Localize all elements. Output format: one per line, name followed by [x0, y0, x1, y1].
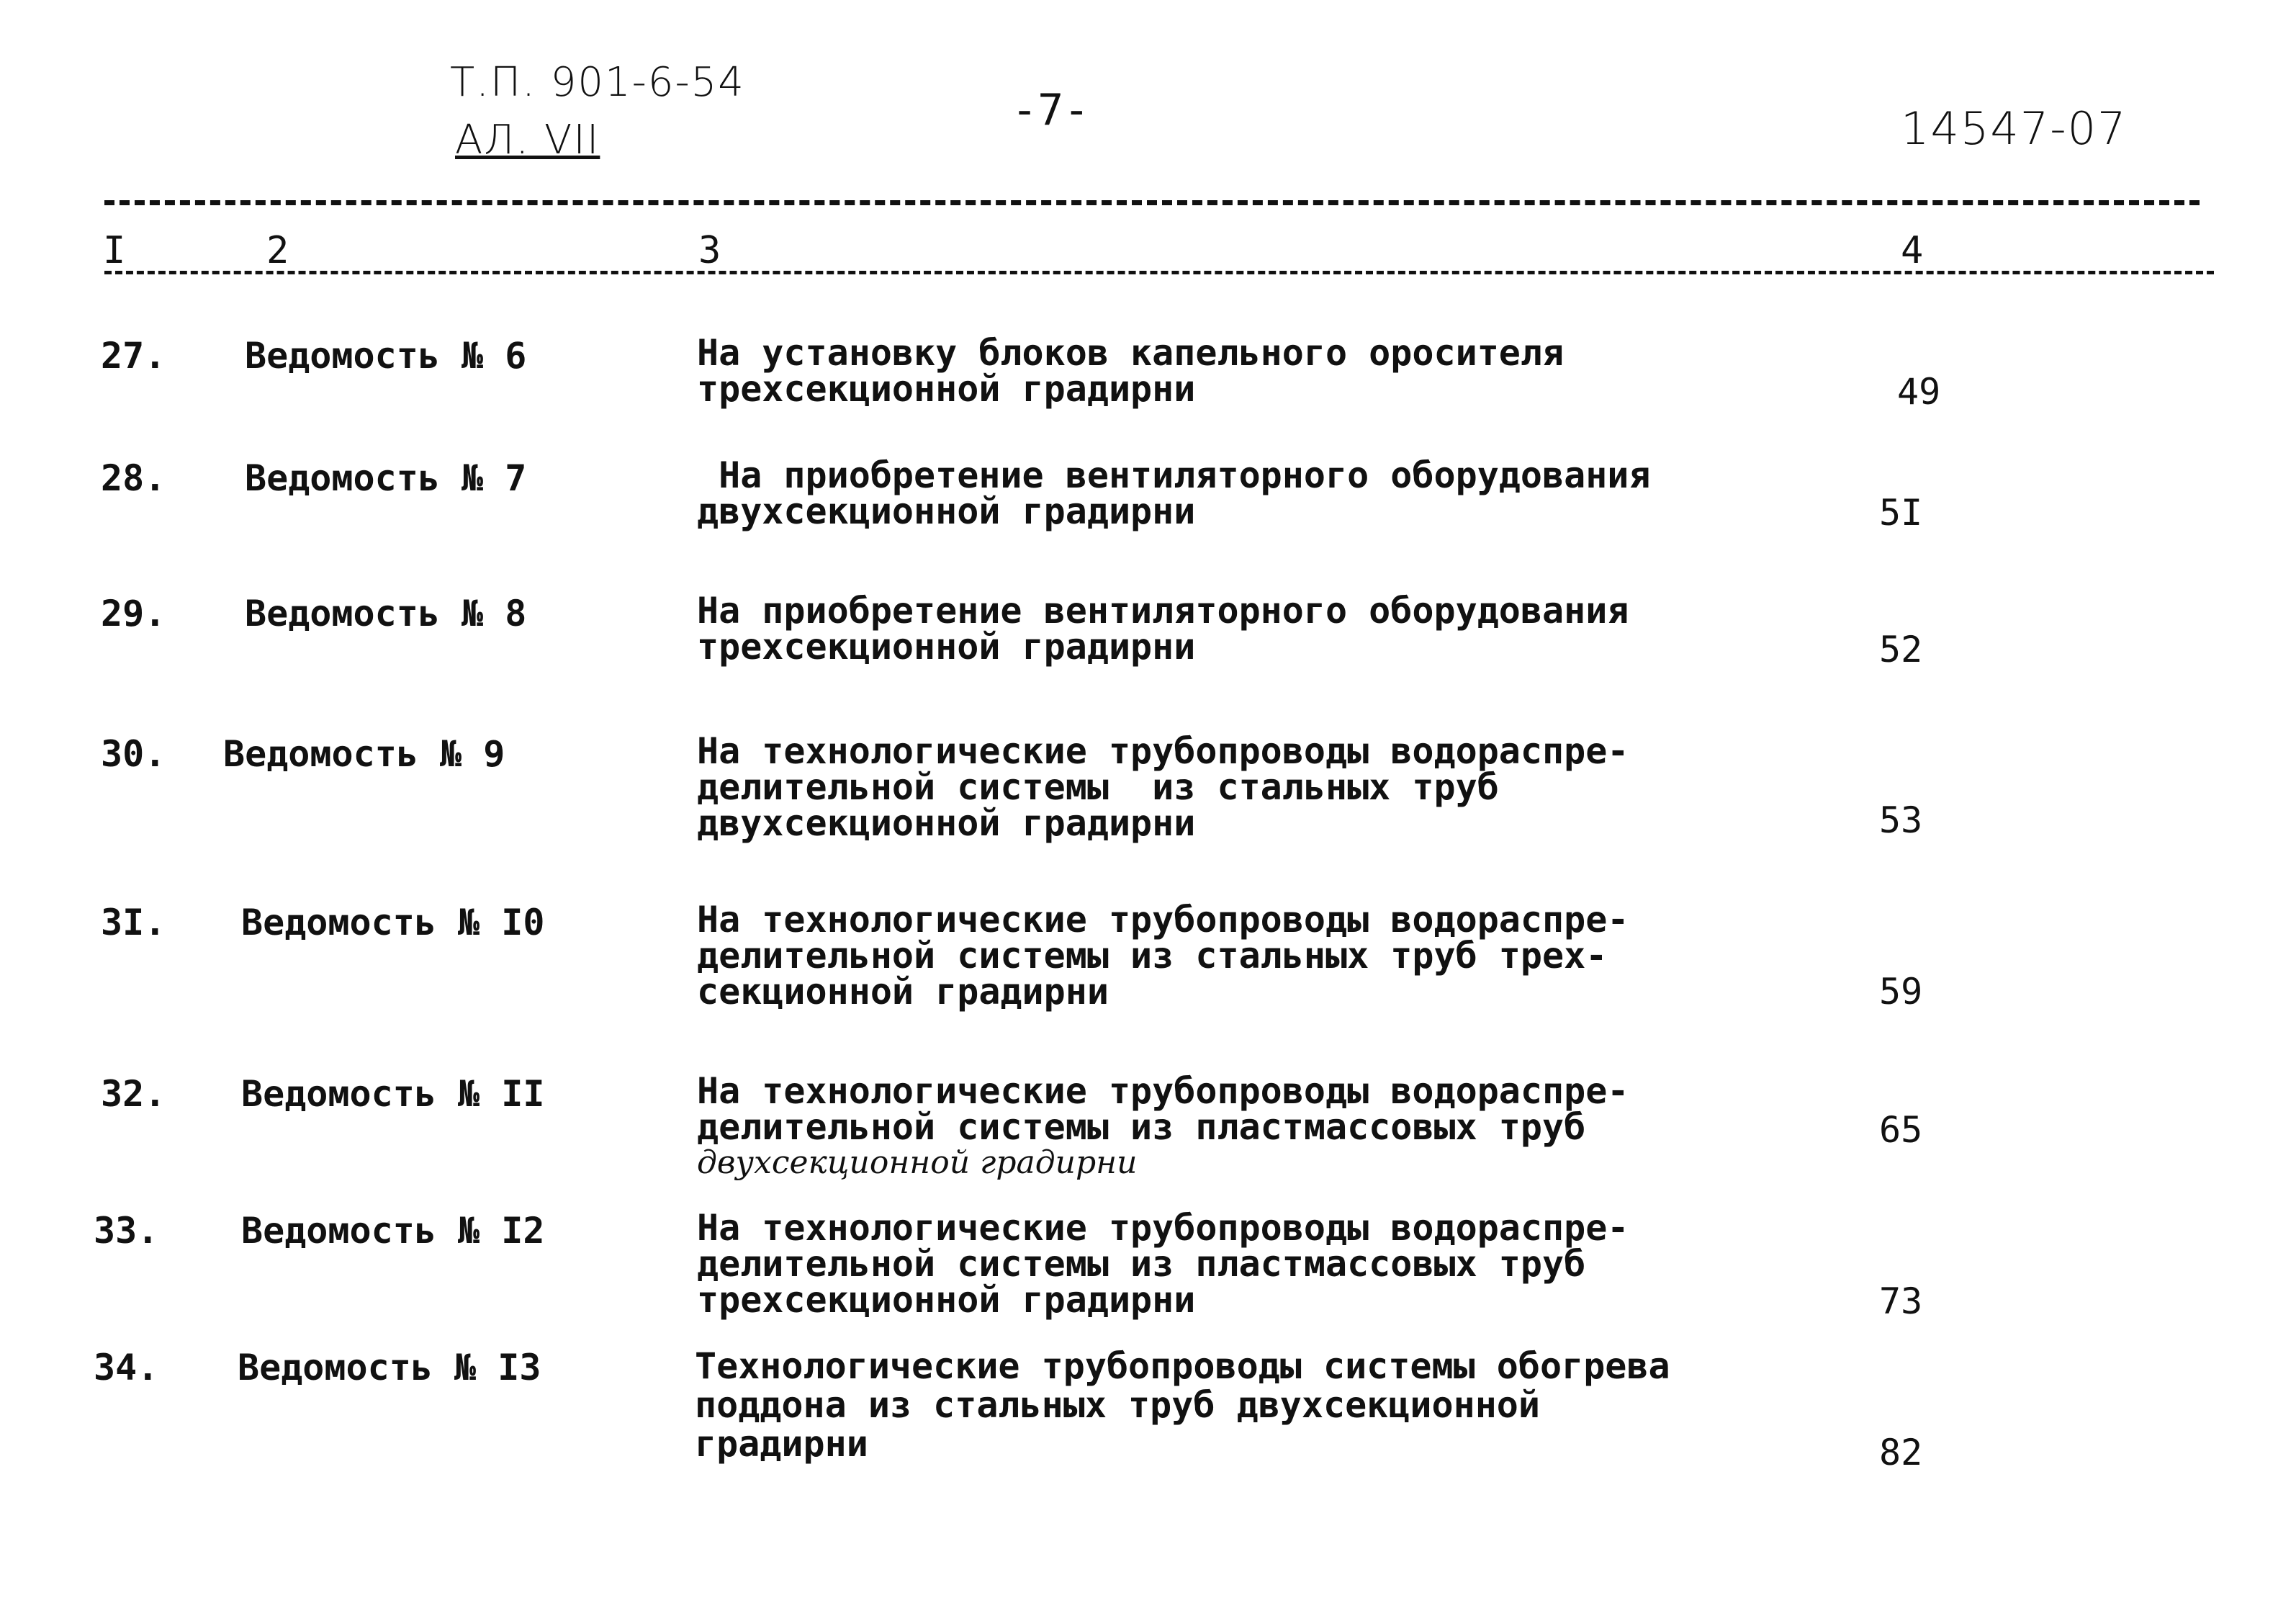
column-header-divider: [104, 271, 2214, 274]
statement-title: Ведомость № II: [241, 1073, 545, 1115]
statement-description: На технологические трубопроводы водораспре- делительной системы из пластмассовых труб трехсекционной градирни: [697, 1207, 1629, 1321]
statement-title: Ведомость № I2: [241, 1210, 545, 1252]
statement-description: На технологические трубопроводы водораспре- делительной системы из стальных труб трех- секционной градирни: [697, 899, 1629, 1013]
page-reference: 5I: [1879, 492, 1923, 534]
row-number: 28.: [101, 457, 166, 499]
statement-description: Технологические трубопроводы системы обогрева поддона из стальных труб двухсекционной градирни: [695, 1345, 1670, 1465]
page-reference: 53: [1879, 799, 1923, 841]
statement-description: На приобретение вентиляторного оборудования трехсекционной градирни: [697, 590, 1629, 668]
column-header-2: 2: [266, 229, 289, 272]
row-number: 32.: [101, 1073, 166, 1115]
row-number: 30.: [101, 733, 166, 775]
page-reference: 49: [1897, 371, 1941, 413]
project-code: Т.П. 901-6-54: [450, 59, 745, 106]
document-number: 14547-07: [1901, 102, 2128, 155]
statement-description: На установку блоков капельного оросителя трехсекционной градирни: [697, 332, 1565, 410]
page-reference: 59: [1879, 971, 1923, 1013]
statement-title: Ведомость № 9: [223, 733, 505, 775]
row-number: 29.: [101, 593, 166, 634]
page-reference: 73: [1879, 1280, 1923, 1322]
statement-title: Ведомость № 7: [245, 457, 527, 499]
column-header-4: 4: [1901, 229, 1924, 272]
statement-title: Ведомость № 6: [245, 335, 527, 377]
page-reference: 82: [1879, 1432, 1923, 1473]
statement-title: Ведомость № I0: [241, 902, 545, 943]
album-label: АЛ. VII: [455, 117, 600, 163]
page-number: -7-: [1012, 85, 1090, 135]
row-number: 27.: [101, 335, 166, 377]
row-number: 34.: [94, 1347, 159, 1388]
column-header-1: I: [103, 229, 126, 272]
handwritten-annotation: двухсекционной градирни: [697, 1144, 1138, 1181]
row-number: 3I.: [101, 902, 166, 943]
page-reference: 52: [1879, 629, 1923, 670]
statement-title: Ведомость № I3: [238, 1347, 541, 1388]
page-reference: 65: [1879, 1109, 1923, 1151]
row-number: 33.: [94, 1210, 159, 1252]
column-header-3: 3: [698, 229, 721, 272]
statement-description: На технологические трубопроводы водораспре- делительной системы из пластмассовых труб двухсекционной градирни: [697, 1070, 1629, 1181]
statement-title: Ведомость № 8: [245, 593, 527, 634]
statement-description: На технологические трубопроводы водораспре- делительной системы из стальных труб двухсекционной градирни: [697, 730, 1629, 844]
top-divider: [104, 200, 2200, 205]
statement-description: На приобретение вентиляторного оборудования двухсекционной градирни: [697, 454, 1651, 532]
